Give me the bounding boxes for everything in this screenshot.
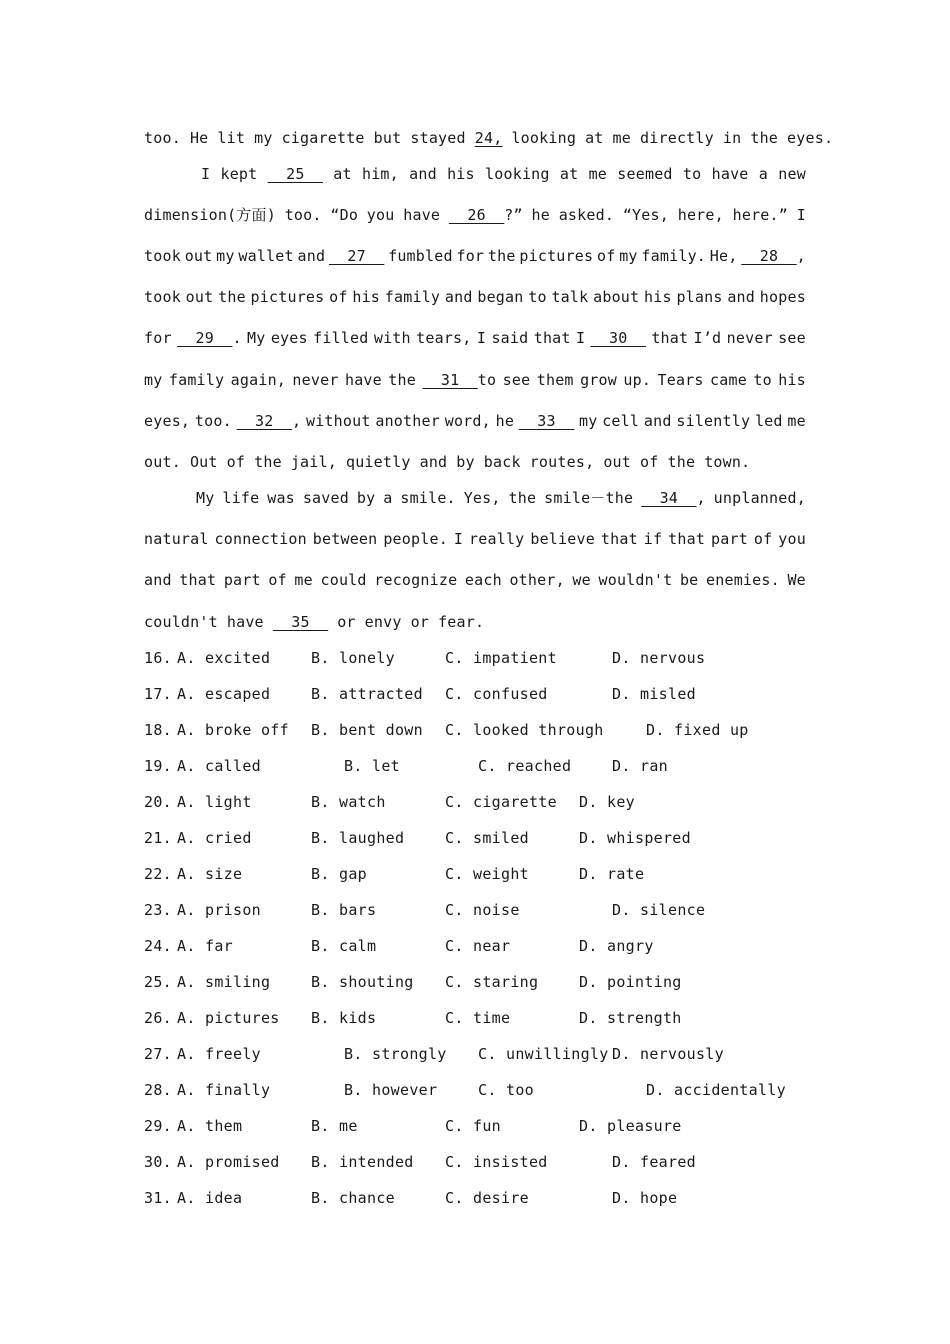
word: of (226, 453, 246, 471)
word: people. (383, 530, 448, 548)
word: tears, (416, 329, 472, 347)
question-number: 25. (144, 973, 172, 991)
option-c: C. noise (445, 901, 520, 919)
word: here.” (732, 206, 788, 224)
word: that (600, 530, 638, 548)
option-c: C. weight (445, 865, 529, 883)
passage-line (144, 203, 806, 227)
option-b: B. me (311, 1117, 358, 1135)
word: me (787, 412, 806, 430)
word: smile－the (544, 489, 634, 507)
word: my (578, 412, 598, 430)
blank-number: 35 (272, 613, 329, 631)
word: have (344, 371, 382, 389)
word: fumbled (388, 247, 453, 265)
word: by (356, 489, 376, 507)
word: that (533, 329, 571, 347)
option-d: D. fixed up (646, 721, 749, 739)
word: I (201, 165, 211, 183)
option-d: D. whispered (579, 829, 691, 847)
word: envy (364, 613, 402, 631)
word: seemed (617, 165, 673, 183)
option-b: B. shouting (311, 973, 414, 991)
word: We (787, 571, 806, 589)
word: out (184, 247, 213, 265)
option-c: C. too (478, 1081, 534, 1099)
option-d: D. silence (612, 901, 706, 919)
word: that (668, 530, 706, 548)
option-b: B. strongly (344, 1045, 447, 1063)
word: Yes, (463, 489, 501, 507)
word: the (487, 247, 516, 265)
word: “Yes, (622, 206, 669, 224)
option-b: B. kids (311, 1009, 377, 1027)
word: out. (144, 453, 181, 471)
word: and (297, 247, 326, 265)
word: family. (641, 247, 707, 265)
word: and (643, 412, 672, 430)
option-a: A. broke off (177, 721, 289, 739)
question-number: 24. (144, 937, 172, 955)
word: again, (230, 371, 287, 389)
question-number: 20. (144, 793, 172, 811)
word: each (464, 571, 502, 589)
question-number: 23. (144, 901, 172, 919)
word: Tears (657, 371, 704, 389)
word: my (216, 247, 235, 265)
passage-line (201, 162, 806, 186)
passage-line (144, 409, 806, 433)
option-c: C. confused (445, 685, 548, 703)
word: He, (709, 247, 738, 265)
question-number: 26. (144, 1009, 172, 1027)
word: him, (361, 165, 399, 183)
blank-word (329, 244, 384, 268)
word: could (320, 571, 367, 589)
word: connection (214, 530, 307, 548)
word: to (528, 288, 547, 306)
question-number: 19. (144, 757, 172, 775)
option-a: A. finally (177, 1081, 271, 1099)
word: stayed (410, 129, 466, 147)
word: looking (485, 165, 550, 183)
word: directly (640, 129, 714, 147)
word: never (726, 329, 773, 347)
option-d: D. angry (579, 937, 654, 955)
word: family (168, 371, 225, 389)
word: at (559, 165, 579, 183)
question-number: 18. (144, 721, 172, 739)
word: for (144, 329, 172, 347)
word: began (477, 288, 524, 306)
option-a: A. light (177, 793, 252, 811)
word: we (572, 571, 591, 589)
word: grow (580, 371, 617, 389)
option-b: B. let (344, 757, 400, 775)
word: of (329, 288, 348, 306)
blank-number: 29 (177, 329, 233, 347)
word: asked. (558, 206, 615, 224)
word: to (682, 165, 702, 183)
word: never (292, 371, 339, 389)
word: or (337, 613, 356, 631)
blank-word (519, 409, 574, 433)
word: I (453, 530, 464, 548)
option-b: B. laughed (311, 829, 405, 847)
word: new (778, 165, 806, 183)
passage-line (196, 486, 806, 510)
blank-word: 24, (474, 129, 503, 147)
word: of (596, 247, 616, 265)
option-a: A. smiling (177, 973, 271, 991)
word: looking (511, 129, 577, 147)
word: took (144, 288, 181, 306)
question-number: 21. (144, 829, 172, 847)
option-d: D. misled (612, 685, 696, 703)
word: silently (676, 412, 751, 430)
blank-word (273, 610, 328, 634)
word: have (403, 206, 441, 224)
word: too. (284, 206, 322, 224)
option-a: A. pictures (177, 1009, 280, 1027)
word: plans (676, 288, 723, 306)
question-number: 29. (144, 1117, 172, 1135)
option-b: B. bars (311, 901, 377, 919)
question-number: 31. (144, 1189, 172, 1207)
word: you (366, 206, 395, 224)
word: have (711, 165, 749, 183)
passage-line (144, 244, 806, 268)
word: up. (623, 371, 652, 389)
word: saved (302, 489, 349, 507)
word: his (644, 288, 672, 306)
word: hopes (759, 288, 806, 306)
word: at (585, 129, 604, 147)
passage-line (144, 368, 806, 392)
word: eyes, (144, 412, 191, 430)
word: and (444, 288, 473, 306)
word: was (267, 489, 295, 507)
word: “Do (330, 206, 359, 224)
word: his (778, 371, 806, 389)
option-c: C. impatient (445, 649, 557, 667)
word: natural (144, 530, 209, 548)
word: cell (602, 412, 640, 430)
option-c: C. looked through (445, 721, 604, 739)
word: fear. (438, 613, 485, 631)
word: town. (704, 453, 751, 471)
word: believe (530, 530, 595, 548)
word: of (753, 530, 773, 548)
option-c: C. time (445, 1009, 511, 1027)
blank-number: 25 (267, 165, 324, 183)
word: out (603, 453, 632, 471)
option-c: C. unwillingly (478, 1045, 609, 1063)
option-b: B. attracted (311, 685, 423, 703)
question-number: 16. (144, 649, 172, 667)
word: if (643, 530, 663, 548)
option-a: A. cried (177, 829, 252, 847)
blank-word (591, 326, 646, 350)
option-d: D. feared (612, 1153, 696, 1171)
word: smile. (400, 489, 456, 507)
word: eyes. (787, 129, 834, 147)
word: his (352, 288, 381, 306)
blank-number: 28 (741, 247, 797, 265)
option-b: B. bent down (311, 721, 423, 739)
option-b: B. watch (311, 793, 386, 811)
blank-number: 27 (328, 247, 385, 265)
word: kept (220, 165, 258, 183)
word: and (419, 453, 448, 471)
word: with (373, 329, 411, 347)
option-b: B. gap (311, 865, 367, 883)
word: part (223, 571, 261, 589)
option-c: C. near (445, 937, 511, 955)
option-a: A. freely (177, 1045, 261, 1063)
word: see (502, 371, 531, 389)
option-a: A. idea (177, 1189, 243, 1207)
blank-word: 32 , (236, 412, 302, 430)
option-a: A. them (177, 1117, 243, 1135)
question-number: 30. (144, 1153, 172, 1171)
word: you (778, 530, 806, 548)
word: He (189, 129, 209, 147)
option-c: C. insisted (445, 1153, 548, 1171)
word: too. (144, 129, 181, 147)
word: and (727, 288, 756, 306)
option-b: B. however (344, 1081, 438, 1099)
word: life (222, 489, 260, 507)
option-d: D. pleasure (579, 1117, 682, 1135)
word: at (333, 165, 352, 183)
option-d: D. key (579, 793, 635, 811)
option-b: B. chance (311, 1189, 395, 1207)
word: the (750, 129, 779, 147)
word: for (456, 247, 485, 265)
passage-line (144, 527, 806, 551)
word: recognize (374, 571, 458, 589)
word: be (679, 571, 699, 589)
option-b: B. intended (311, 1153, 414, 1171)
word: the (218, 288, 246, 306)
option-c: C. smiled (445, 829, 529, 847)
word: led (754, 412, 783, 430)
word: My (247, 329, 266, 347)
blank-number: 30 (590, 329, 646, 347)
word: came (710, 371, 747, 389)
option-d: D. rate (579, 865, 645, 883)
option-c: C. staring (445, 973, 539, 991)
blank-word: 28 , (741, 247, 806, 265)
word: a (758, 165, 769, 183)
word: eyes (270, 329, 308, 347)
blank-number: 26 (448, 206, 505, 224)
word: wouldn't (598, 571, 673, 589)
word: back (483, 453, 521, 471)
word: pictures (250, 288, 325, 306)
word: enemies. (706, 571, 780, 589)
word: in (722, 129, 742, 147)
word: about (593, 288, 640, 306)
word: I (576, 329, 586, 347)
option-d: D. hope (612, 1189, 678, 1207)
question-number: 28. (144, 1081, 172, 1099)
word: quietly (345, 453, 411, 471)
word: too. (194, 412, 232, 430)
word: the (508, 489, 537, 507)
word: the (667, 453, 696, 471)
blank-word: 29 . (177, 329, 242, 347)
option-a: A. called (177, 757, 261, 775)
word: cigarette (281, 129, 365, 147)
word: them (536, 371, 574, 389)
option-a: A. prison (177, 901, 261, 919)
word: lit (217, 129, 246, 147)
word: my (144, 371, 163, 389)
blank-number: 32 (236, 412, 292, 430)
blank-number: 33 (518, 412, 575, 430)
option-a: A. far (177, 937, 233, 955)
passage-line (144, 610, 806, 634)
word: his (447, 165, 475, 183)
word: other, (509, 571, 565, 589)
blank-word (268, 162, 323, 186)
passage-line (144, 450, 806, 474)
word: filled (313, 329, 369, 347)
option-b: B. lonely (311, 649, 395, 667)
option-c: C. desire (445, 1189, 529, 1207)
word: he (495, 412, 515, 430)
word: said (491, 329, 529, 347)
word: without (305, 412, 371, 430)
word: see (778, 329, 806, 347)
word: part (711, 530, 748, 548)
word: jail, (290, 453, 337, 471)
passage-line (144, 326, 806, 350)
question-number: 17. (144, 685, 172, 703)
option-a: A. escaped (177, 685, 271, 703)
word: my (619, 247, 638, 265)
word: out (185, 288, 214, 306)
option-a: A. size (177, 865, 243, 883)
word: pictures (519, 247, 594, 265)
word: really (469, 530, 525, 548)
word: have (226, 613, 264, 631)
word: My (196, 489, 215, 507)
word: wallet (238, 247, 294, 265)
word: of (268, 571, 287, 589)
word: talk (551, 288, 589, 306)
word: and (144, 571, 172, 589)
option-d: D. nervous (612, 649, 706, 667)
option-b: B. calm (311, 937, 377, 955)
blank-word: 34 , (641, 489, 706, 507)
passage-line (144, 126, 834, 150)
word: that (179, 571, 217, 589)
word: that (651, 329, 689, 347)
word: but (373, 129, 402, 147)
option-c: C. cigarette (445, 793, 557, 811)
blank-number: 31 (422, 371, 478, 389)
option-d: D. nervously (612, 1045, 724, 1063)
word: a (383, 489, 393, 507)
option-d: D. accidentally (646, 1081, 786, 1099)
blank-word: 26 ?” (448, 206, 523, 224)
word: me (612, 129, 632, 147)
word: unplanned, (713, 489, 806, 507)
word: I (796, 206, 806, 224)
word: I’d (693, 329, 722, 347)
option-d: D. pointing (579, 973, 682, 991)
word: between (312, 530, 378, 548)
option-d: D. ran (612, 757, 668, 775)
word: took (144, 247, 181, 265)
passage-line (144, 285, 806, 309)
word: he (531, 206, 550, 224)
word: here, (677, 206, 724, 224)
word: another (375, 412, 440, 430)
option-d: D. strength (579, 1009, 682, 1027)
word: family (384, 288, 441, 306)
blank-word: 31 to (422, 371, 497, 389)
blank-number: 34 (641, 489, 697, 507)
word: me (294, 571, 313, 589)
word: of (640, 453, 659, 471)
question-number: 27. (144, 1045, 172, 1063)
word: word, (444, 412, 491, 430)
word: and (409, 165, 437, 183)
word: or (410, 613, 430, 631)
word: routes, (529, 453, 595, 471)
word: by (456, 453, 475, 471)
option-a: A. promised (177, 1153, 280, 1171)
passage-line (144, 568, 806, 592)
option-c: C. fun (445, 1117, 501, 1135)
word: me (588, 165, 608, 183)
word: Out (189, 453, 218, 471)
word: the (388, 371, 416, 389)
word: I (476, 329, 487, 347)
question-number: 22. (144, 865, 172, 883)
word: couldn't (144, 613, 218, 631)
word: my (254, 129, 273, 147)
option-a: A. excited (177, 649, 271, 667)
word: dimension(方面) (144, 206, 276, 224)
option-c: C. reached (478, 757, 572, 775)
word: the (254, 453, 282, 471)
word: to (753, 371, 772, 389)
